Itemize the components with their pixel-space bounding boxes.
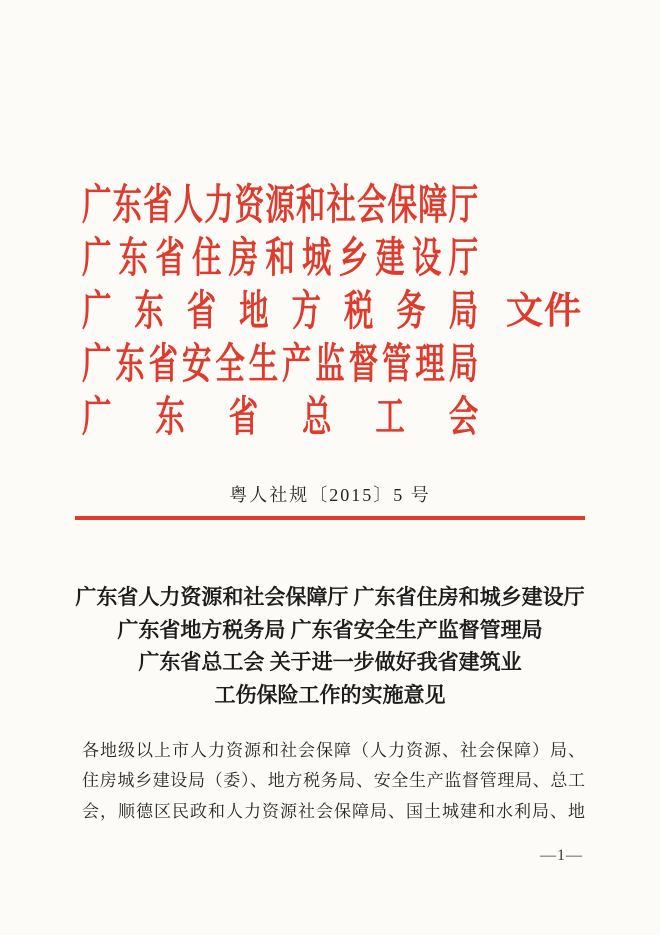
page-number: —1— [540, 847, 583, 864]
body-text-line: 会，顺德区民政和人力资源社会保障局、国土城建和水利局、地 [82, 801, 585, 821]
document-title-line: 广东省地方税务局 广东省安全生产监督管理局 [117, 617, 543, 642]
letterhead [82, 176, 602, 442]
document-title-line: 工伤保险工作的实施意见 [214, 682, 446, 707]
letterhead-agency-line: 广 东 省 地 方 税 务 局 [82, 289, 479, 335]
letterhead-agency-line: 广 东 省 人 力 资 源 和 社 会 保 障 厅 [82, 183, 479, 230]
red-separator-rule [75, 516, 585, 520]
document-title [38, 581, 622, 711]
letterhead-document-label: 文件 [506, 291, 582, 332]
body-paragraph [82, 736, 585, 827]
body-text-line: 各地级以上市人力资源和社会保障（人力资源、社会保障）局、 [82, 741, 585, 760]
document-title-line: 广东省总工会 关于进一步做好我省建筑业 [138, 650, 522, 674]
letterhead-agency-line: 广 东 省 安 全 生 产 监 督 管 理 局 [82, 341, 479, 388]
letterhead-agency-line: 广 东 省 住 房 和 城 乡 建 设 厅 [82, 236, 479, 283]
document-number: 粤人社规〔2015〕5 号 [229, 485, 431, 505]
document-title-line: 广东省人力资源和社会保障厅 广东省住房和城乡建设厅 [75, 585, 585, 609]
letterhead-agency-line: 广 东 省 总 工 会 [82, 394, 479, 441]
body-text-line: 住房城乡建设局（委）、地方税务局、安全生产监督管理局、总工 [82, 771, 585, 791]
